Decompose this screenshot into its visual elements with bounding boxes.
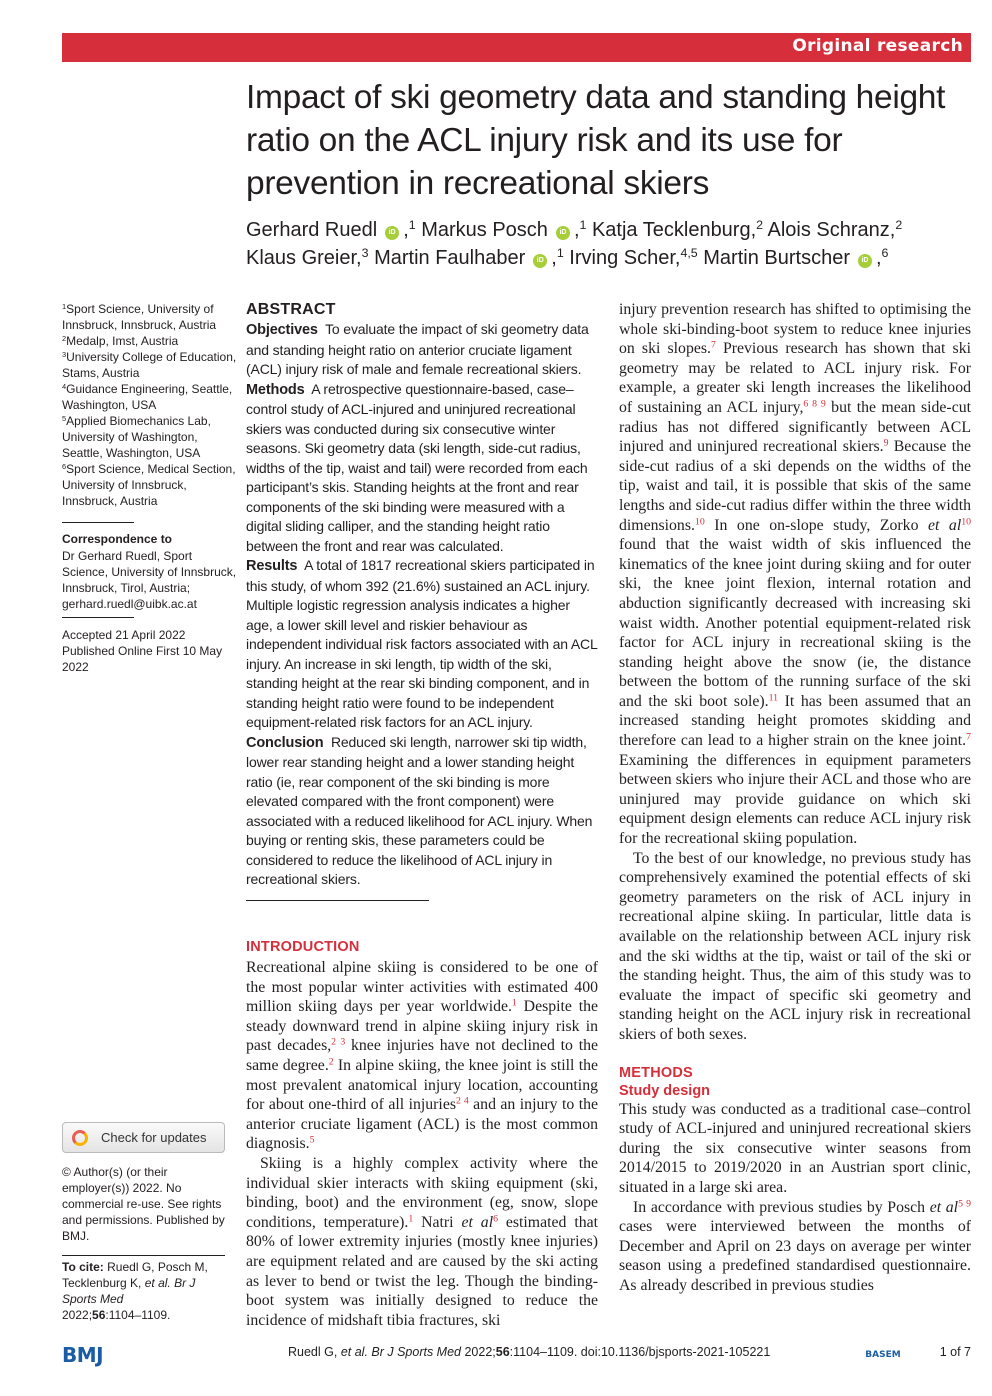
conclusion-label: Conclusion — [246, 734, 324, 751]
affiliation-text: Applied Biomechanics Lab, University of Washington, Seattle, Washington, USA — [62, 414, 211, 460]
abstract — [246, 300, 599, 890]
reference-link[interactable]: 6 8 9 — [803, 398, 826, 410]
reference-link[interactable]: 2 — [328, 1056, 334, 1068]
abstract-methods — [246, 380, 599, 557]
section-banner — [62, 33, 971, 62]
cite-label: To cite: — [62, 1260, 104, 1274]
affiliation — [62, 349, 237, 381]
objectives-label: Objectives — [246, 322, 318, 338]
methods-label: Methods — [246, 381, 305, 398]
orcid-icon[interactable]: iD — [385, 226, 399, 240]
affiliations — [62, 301, 237, 509]
affiliation — [62, 461, 237, 509]
reference-link[interactable]: 5 9 — [958, 1198, 972, 1210]
check-for-updates-button[interactable] — [62, 1122, 225, 1153]
author-list — [246, 216, 971, 272]
footer-doi: :1104–1109. doi:10.1136/bjsports-2021-105221 — [509, 1345, 771, 1359]
author-affiliation-number: 6 — [881, 246, 889, 261]
affiliation-number: 5 — [62, 413, 67, 423]
divider — [62, 522, 134, 523]
author-name: Markus Posch — [421, 219, 548, 241]
affiliation-text: Sport Science, University of Innsbruck, Innsbruck, Austria — [62, 302, 217, 332]
affiliation-text: Sport Science, Medical Section, University of Innsbruck, Innsbruck, Austria — [62, 462, 236, 508]
abstract-divider — [246, 900, 429, 901]
affiliation-number: 1 — [62, 301, 67, 311]
affiliation — [62, 381, 237, 413]
paragraph: In accordance with previous studies by Posch et al$^{5 9}$ cases were interviewed between the months of December and April on 23 days on average per winter season using a predefined standardised questionnaire. As already described in previous studies — [619, 1198, 972, 1294]
affiliation-text: University College of Education, Stams, Austria — [62, 350, 237, 380]
affiliation — [62, 413, 237, 461]
italic-text: et al — [928, 516, 962, 534]
orcid-icon[interactable]: iD — [533, 254, 547, 268]
affiliation-number: 3 — [62, 349, 67, 359]
abstract-results — [246, 556, 599, 733]
cite-box — [62, 1255, 225, 1323]
paragraph: Skiing is a highly complex activity where the individual skier interacts with skiing equipment (ski, binding, boot) and the environment (eg, snow, slope conditions, temperature).$^1$ Natri et al$^6$ estimated that 80% of lower extremity injuries (mostly knee injuries) are equipment related and are caused by the ski acting as lever to bend or twist the leg. Though the binding-boot system was initially designed to reduce the incidence of midshaft tibia fractures, ski — [246, 1154, 599, 1329]
orcid-icon[interactable]: iD — [556, 226, 570, 240]
divider — [62, 617, 134, 618]
cite-journal: et al. Br J Sports Med — [62, 1276, 196, 1306]
reference-link[interactable]: 10 — [694, 516, 705, 528]
study-design-heading: Study design — [619, 1082, 711, 1099]
affiliation — [62, 333, 237, 349]
page-footer — [62, 1339, 971, 1369]
reference-link[interactable]: 1 — [512, 997, 517, 1009]
author-affiliation-number: 2 — [756, 218, 764, 233]
abstract-heading: ABSTRACT — [246, 301, 336, 318]
reference-link[interactable]: 2 4 — [455, 1095, 469, 1107]
author-name: Martin Faulhaber — [374, 247, 526, 269]
orcid-icon[interactable]: iD — [858, 254, 872, 268]
reference-link[interactable]: 6 — [493, 1213, 498, 1225]
check-for-updates-label: Check for updates — [101, 1130, 207, 1145]
introduction-body — [246, 958, 598, 1330]
affiliation-number: 2 — [62, 333, 67, 343]
reference-link[interactable]: 9 — [883, 437, 889, 449]
accepted-date: Accepted 21 April 2022 — [62, 628, 186, 642]
author-affiliation-number: 3 — [361, 246, 369, 261]
footer-citation — [288, 1345, 770, 1359]
cite-volume: 56 — [92, 1308, 106, 1322]
reference-link[interactable]: 7 — [966, 731, 971, 743]
italic-text: et al — [929, 1198, 959, 1216]
results-text: A total of 1817 recreational skiers participated in this study, of whom 392 (21.6%) sustained an ACL injury. Multiple logistic regression analysis indicates a higher age, a lower skill level and riskier behaviour as independent individual risk factors associated with an ACL injury. An increase in ski length, tip width of the ski, standing height at the rear ski binding component, and in standing height ratio were found to be independent equipment-related risk factors for an ACL injury. — [246, 557, 598, 730]
reference-link[interactable]: 10 — [961, 516, 971, 528]
reference-link[interactable]: 5 — [309, 1134, 315, 1146]
paragraph: injury prevention research has shifted to optimising the whole ski-binding-boot system to reduce knee injuries on ski slopes.$^7$ Previous research has shown that ski geometry may be related to ACL injury risk. For example, a greater ski length increases the likelihood of sustaining an ACL injury,$^{6 8 9}$ but the mean side-cut radius has not differed significantly between ACL injured and uninjured recreational skiers.$^9$ Because the side-cut radius of a ski depends on the widths of the tip, waist and tail, it is possible that skis of the same lengths and side-cut radius differ within the three width dimensions.$^{10}$ In one on-slope study, Zorko et al$^{10}$ found that the waist width of skis influenced the kinematics of the knee joint during skiing and for outer ski, the knee joint flexion, internal rotation and abduction significantly decreased with increasing ski waist width. Another potential equipment-related risk factor for ACL injury in recreational skiing is the standing height above the snow (ie, the distance between the bottom of the running surface of the ski and the ski boot sole).$^{11}$ It has been assumed that an increased standing height promotes skidding and therefore can lead to a higher strain on the knee joint.$^7$ Examining the differences in equipment parameters between skiers who injure their ACL and those who are uninjured may provide guidance on which ski equipment design elements can reduce ACL injury risk for the recreational skiing population. — [619, 301, 971, 848]
author-line-1: Gerhard Ruedl iD ,$^1$ Markus Posch iD ,$^1$ Katja Tecklenburg,$^2$ Alois Schranz,$^2$ — [246, 218, 903, 241]
article-dates — [62, 627, 237, 675]
affiliation-text: Medalp, Imst, Austria — [66, 334, 179, 348]
correspondence-heading: Correspondence to — [62, 532, 173, 546]
results-label: Results — [246, 558, 298, 574]
author-affiliation-number: 1 — [579, 218, 587, 233]
author-name: Katja Tecklenburg, — [591, 219, 757, 241]
correspondence — [62, 531, 237, 612]
published-date: Published Online First 10 May 2022 — [62, 644, 223, 674]
cite-pages: :1104–1109. — [105, 1308, 171, 1322]
basem-logo: BASEM — [865, 1350, 901, 1360]
cite-authors: Ruedl G, Posch M, Tecklenburg K, — [62, 1260, 208, 1290]
author-affiliation-number: 1 — [556, 246, 564, 261]
section-label: Original research — [792, 36, 963, 56]
italic-text: et al — [461, 1213, 494, 1231]
reference-link[interactable]: 11 — [768, 692, 779, 704]
objectives-text: To evaluate the impact of ski geometry data and standing height ratio on anterior cruciate ligament (ACL) injury risk of male and female recreational skiers. — [246, 321, 589, 377]
reference-link[interactable]: 2 3 — [331, 1037, 346, 1048]
correspondence-text: Dr Gerhard Ruedl, Sport Science, University of Innsbruck, Innsbruck, Tirol, Austria; gerhard.ruedl@uibk.ac.at — [62, 549, 237, 611]
article-title: Impact of ski geometry data and standing height ratio on the ACL injury risk and its use for prevention in recreational skiers — [246, 79, 946, 202]
author-affiliation-number: 1 — [408, 218, 416, 233]
methods-text: A retrospective questionnaire-based, case–control study of ACL-injured and uninjured recreational skiers was conducted during six consecutive winter seasons. Ski geometry data (ski length, side-cut radius, widths of the tip, waist and tail) were recorded from each participant’s skis. Standing heights at the front and rear components of the ski binding were measured with a digital sliding calliper, and the standing height ratio between the front and rear was calculated. — [246, 380, 588, 554]
methods-heading: METHODS — [619, 1064, 693, 1081]
copyright-notice: © Author(s) (or their employer(s)) 2022. No commercial re-use. See rights and permissions. Published by BMJ. — [62, 1165, 225, 1243]
right-column-body — [619, 300, 971, 1296]
crossmark-icon — [72, 1130, 88, 1146]
conclusion-text: Reduced ski length, narrower ski tip width, lower rear standing height and a lower standing height ratio (ie, rear component of the ski binding is more elevated compared with the front component) were associated with a reduced likelihood for ACL injury. When buying or renting skis, these parameters could be considered to reduce the likelihood of ACL injury in recreational skiers. — [246, 733, 593, 887]
paragraph: Recreational alpine skiing is considered to be one of the most popular winter activities with estimated 400 million skiing days per year worldwide.$^1$ Despite the steady downward trend in alpine skiing injury risk in past decades,$^{2 3}$ knee injuries have not declined to the same degree.$^2$ In alpine skiing, the knee joint is still the most prevalent anatomical injury location, accounting for about one-third of all injuries$^{2 4}$ and an injury to the anterior cruciate ligament (ACL) is the most common diagnosis.$^5$ — [246, 959, 599, 1153]
author-name: Alois Schranz, — [767, 219, 896, 241]
footer-journal: et al. Br J Sports Med — [340, 1345, 461, 1359]
author-affiliation-number: 2 — [895, 218, 903, 233]
footer-authors: Ruedl G, — [288, 1345, 341, 1359]
page-number: 1 of 7 — [939, 1345, 971, 1359]
reference-link[interactable]: 7 — [710, 339, 716, 351]
author-name: Klaus Greier, — [246, 247, 362, 269]
author-line-2: Klaus Greier,$^3$ Martin Faulhaber iD ,$^1$ Irving Scher,$^{4,5}$ Martin Burtscher iD ,$^6$ — [246, 246, 889, 269]
author-name: Irving Scher, — [569, 247, 681, 269]
introduction-heading: INTRODUCTION — [246, 939, 360, 955]
bmj-logo: BMJ — [62, 1343, 104, 1367]
author-affiliation-number: 4,5 — [680, 246, 698, 261]
abstract-conclusion — [246, 733, 599, 890]
affiliation-text: Guidance Engineering, Seattle, Washington, USA — [62, 382, 233, 412]
reference-link[interactable]: 1 — [408, 1213, 414, 1225]
paragraph: This study was conducted as a traditional case–control study of ACL-injured and uninjured recreational skiers during the six consecutive winter seasons from 2014/2015 to 2019/2020 in an Austrian sport clinic, situated in a large ski area. — [619, 1100, 971, 1196]
cite-year: 2022; — [62, 1308, 93, 1322]
footer-volume: 56 — [495, 1345, 510, 1359]
author-name: Gerhard Ruedl — [246, 219, 378, 241]
abstract-objectives — [246, 320, 599, 380]
affiliation — [62, 301, 237, 333]
paragraph: To the best of our knowledge, no previous study has comprehensively examined the potential effects of ski geometry parameters on the risk of ACL injury in recreational alpine skiing. In particular, little data is available on the relationship between ACL injury risk and the ski widths at the tip, waist or tail of the ski or the standing height. Thus, the aim of this study was to evaluate the impact of specific ski geometry and standing height on the ACL injury risk in recreational skiers of both sexes. — [619, 849, 971, 1043]
affiliation-number: 4 — [62, 381, 67, 391]
affiliation-number: 6 — [62, 461, 67, 471]
footer-year: 2022; — [461, 1345, 496, 1359]
author-name: Martin Burtscher — [703, 247, 850, 269]
